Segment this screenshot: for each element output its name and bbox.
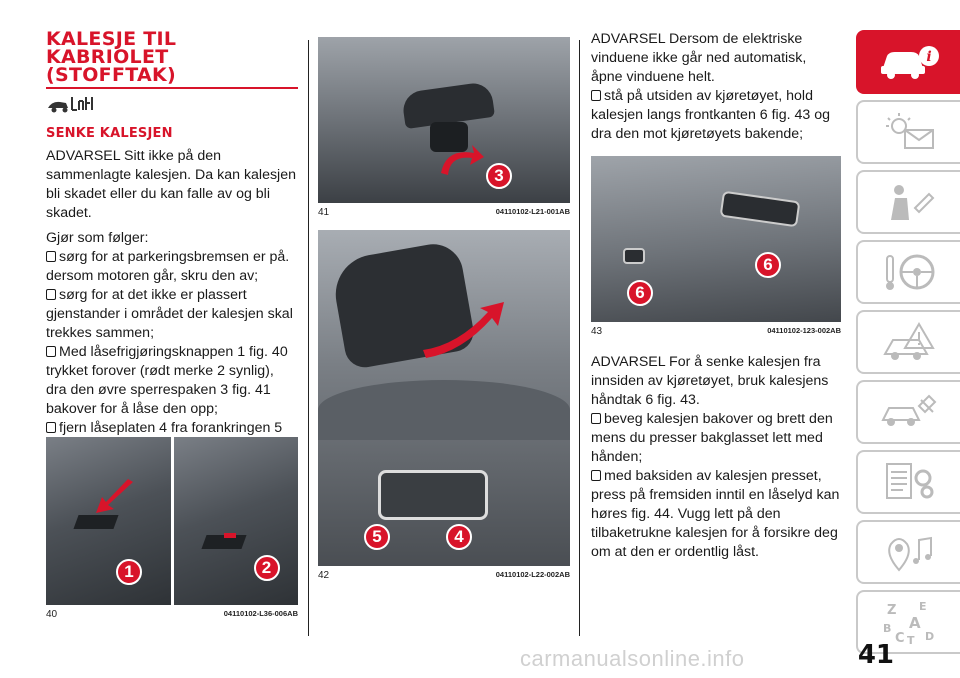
figure-code: 04110102-123-002AB bbox=[767, 326, 841, 335]
tab-car-info[interactable] bbox=[856, 30, 960, 94]
tab-driving[interactable] bbox=[856, 240, 960, 304]
chapter-sidebar bbox=[852, 30, 960, 660]
callout-6: 6 bbox=[755, 252, 781, 278]
figure-40-image bbox=[46, 437, 298, 605]
callout-2: 2 bbox=[254, 555, 280, 581]
checkbox-bullet-icon bbox=[591, 90, 601, 101]
page-number: 41 bbox=[857, 640, 894, 670]
figure-code: 04110102-L21-001AB bbox=[495, 207, 570, 216]
checkbox-bullet-icon bbox=[46, 251, 56, 262]
figure-42 bbox=[318, 230, 570, 581]
svg-text:B: B bbox=[883, 622, 892, 635]
anchor-plate-shape bbox=[378, 470, 488, 520]
tab-emergency[interactable] bbox=[856, 310, 960, 374]
maintenance-icon bbox=[879, 390, 939, 434]
multimedia-icon bbox=[879, 530, 939, 574]
middle-column bbox=[318, 37, 570, 581]
intro-text: Gjør som følger: bbox=[46, 230, 149, 246]
figure-42-caption bbox=[318, 570, 570, 581]
checkbox-bullet-icon bbox=[591, 413, 601, 424]
list-item-text: sørg for at det ikke er plassert gjenstander i området der kalesjen skal trekkes sammen; bbox=[46, 287, 293, 341]
figure-number: 42 bbox=[318, 570, 330, 581]
svg-text:D: D bbox=[925, 630, 935, 643]
callout-3: 3 bbox=[486, 163, 512, 189]
driving-icon bbox=[879, 250, 939, 294]
red-mark bbox=[224, 533, 236, 538]
tab-multimedia[interactable] bbox=[856, 520, 960, 584]
windscreen-shape bbox=[318, 380, 570, 440]
abarth-convertible-icon bbox=[46, 93, 96, 115]
figure-number: 43 bbox=[591, 326, 603, 337]
figure-43-caption bbox=[591, 326, 841, 337]
list-item bbox=[591, 467, 841, 562]
figure-code: 04110102-L36-006AB bbox=[223, 609, 298, 618]
chapter-title-line-2: KABRIOLET bbox=[46, 46, 169, 68]
svg-text:Z: Z bbox=[887, 603, 897, 618]
figure-40-panel-left bbox=[46, 437, 171, 605]
arrow-icon bbox=[418, 300, 508, 360]
warning-paragraph: ADVARSEL For å senke kalesjen fra innsiden av kjøretøyet, bruk kalesjens håndtak 6 fig. 43. bbox=[591, 354, 829, 408]
figure-41-image bbox=[318, 37, 570, 203]
list-item-text: Med låsefrigjøringsknappen 1 fig. 40 trykket forover (rødt merke 2 synlig), dra den øvre sperrespaken 3 fig. 41 bakover for å låse den opp; bbox=[46, 344, 288, 417]
column-divider bbox=[308, 40, 309, 636]
right-column bbox=[591, 30, 841, 562]
callout-1: 1 bbox=[116, 559, 142, 585]
safety-icon bbox=[879, 180, 939, 224]
figure-41 bbox=[318, 37, 570, 218]
svg-text:E: E bbox=[919, 600, 927, 613]
callout-4: 4 bbox=[446, 524, 472, 550]
callout-6: 6 bbox=[627, 280, 653, 306]
list-item-text: med baksiden av kalesjen presset, press på fremsiden inntil en låselyd kan høres fig. 44. Vugg lett på den tilbaketrukne kalesjen for å forsikre deg om at den er ordentlig låst. bbox=[591, 468, 840, 560]
list-item bbox=[46, 343, 298, 419]
watermark: carmanualsonline.info bbox=[520, 646, 745, 671]
svg-text:A: A bbox=[909, 614, 921, 632]
figure-40-caption bbox=[46, 609, 298, 620]
section-title: SENKE KALESJEN bbox=[46, 126, 173, 141]
svg-text:C: C bbox=[895, 631, 905, 646]
chapter-title-line-3: (STOFFTAK) bbox=[46, 64, 177, 86]
right-body-bottom bbox=[591, 353, 841, 562]
warning-lights-icon bbox=[879, 110, 939, 154]
left-body bbox=[46, 147, 298, 457]
left-column bbox=[46, 30, 298, 457]
callout-5: 5 bbox=[364, 524, 390, 550]
figure-42-image bbox=[318, 230, 570, 566]
chapter-title bbox=[46, 30, 298, 84]
list-item bbox=[46, 248, 298, 286]
checkbox-bullet-icon bbox=[46, 422, 56, 433]
figure-41-caption bbox=[318, 207, 570, 218]
right-body-top bbox=[591, 30, 841, 144]
figure-number: 40 bbox=[46, 609, 58, 620]
figure-code: 04110102-L22-002AB bbox=[495, 570, 570, 579]
tab-maintenance[interactable] bbox=[856, 380, 960, 444]
warning-paragraph: ADVARSEL Dersom de elektriske vinduene ikke går ned automatisk, åpne vinduene helt. bbox=[591, 31, 807, 85]
figure-40-panel-right bbox=[174, 437, 299, 605]
checkbox-bullet-icon bbox=[46, 346, 56, 357]
figure-43 bbox=[591, 156, 841, 337]
index-icon bbox=[879, 598, 939, 646]
figure-number: 41 bbox=[318, 207, 330, 218]
arrow-icon bbox=[88, 477, 138, 517]
chapter-title-line-1: KALESJE TIL bbox=[46, 28, 177, 50]
warning-paragraph: ADVARSEL Sitt ikke på den sammenlagte kalesjen. Da kan kalesjen bli skadet eller du kan falle av og bli skadet. bbox=[46, 148, 296, 221]
lock-button-shape bbox=[73, 515, 118, 529]
title-rule bbox=[46, 87, 298, 89]
car-info-icon bbox=[877, 42, 941, 82]
list-item-text: stå på utsiden av kjøretøyet, hold kalesjen langs frontkanten 6 fig. 43 og dra den mot kjøretøyets bakende; bbox=[591, 88, 830, 142]
column-divider bbox=[579, 40, 580, 636]
rotate-arrow-icon bbox=[436, 143, 486, 183]
technical-data-icon bbox=[879, 460, 939, 504]
list-item bbox=[591, 410, 841, 467]
list-item-text: sørg for at parkeringsbremsen er på. dersom motoren går, skru den av; bbox=[46, 249, 290, 284]
svg-text:T: T bbox=[907, 634, 915, 646]
checkbox-bullet-icon bbox=[46, 289, 56, 300]
front-edge-shape bbox=[623, 248, 645, 264]
tab-warning-lights[interactable] bbox=[856, 100, 960, 164]
handle-shape bbox=[720, 191, 801, 228]
figure-40 bbox=[46, 437, 298, 620]
list-item bbox=[46, 286, 298, 343]
tab-safety[interactable] bbox=[856, 170, 960, 234]
figure-43-image bbox=[591, 156, 841, 322]
emergency-icon bbox=[879, 320, 939, 364]
list-item-text: beveg kalesjen bakover og brett den mens du presser bakglasset lett med hånden; bbox=[591, 411, 833, 465]
tab-technical-data[interactable] bbox=[856, 450, 960, 514]
checkbox-bullet-icon bbox=[591, 470, 601, 481]
list-item-text: fjern låseplaten 4 fra forankringen 5 bbox=[59, 420, 283, 436]
svg-text:i: i bbox=[926, 49, 932, 65]
list-item bbox=[591, 87, 841, 144]
